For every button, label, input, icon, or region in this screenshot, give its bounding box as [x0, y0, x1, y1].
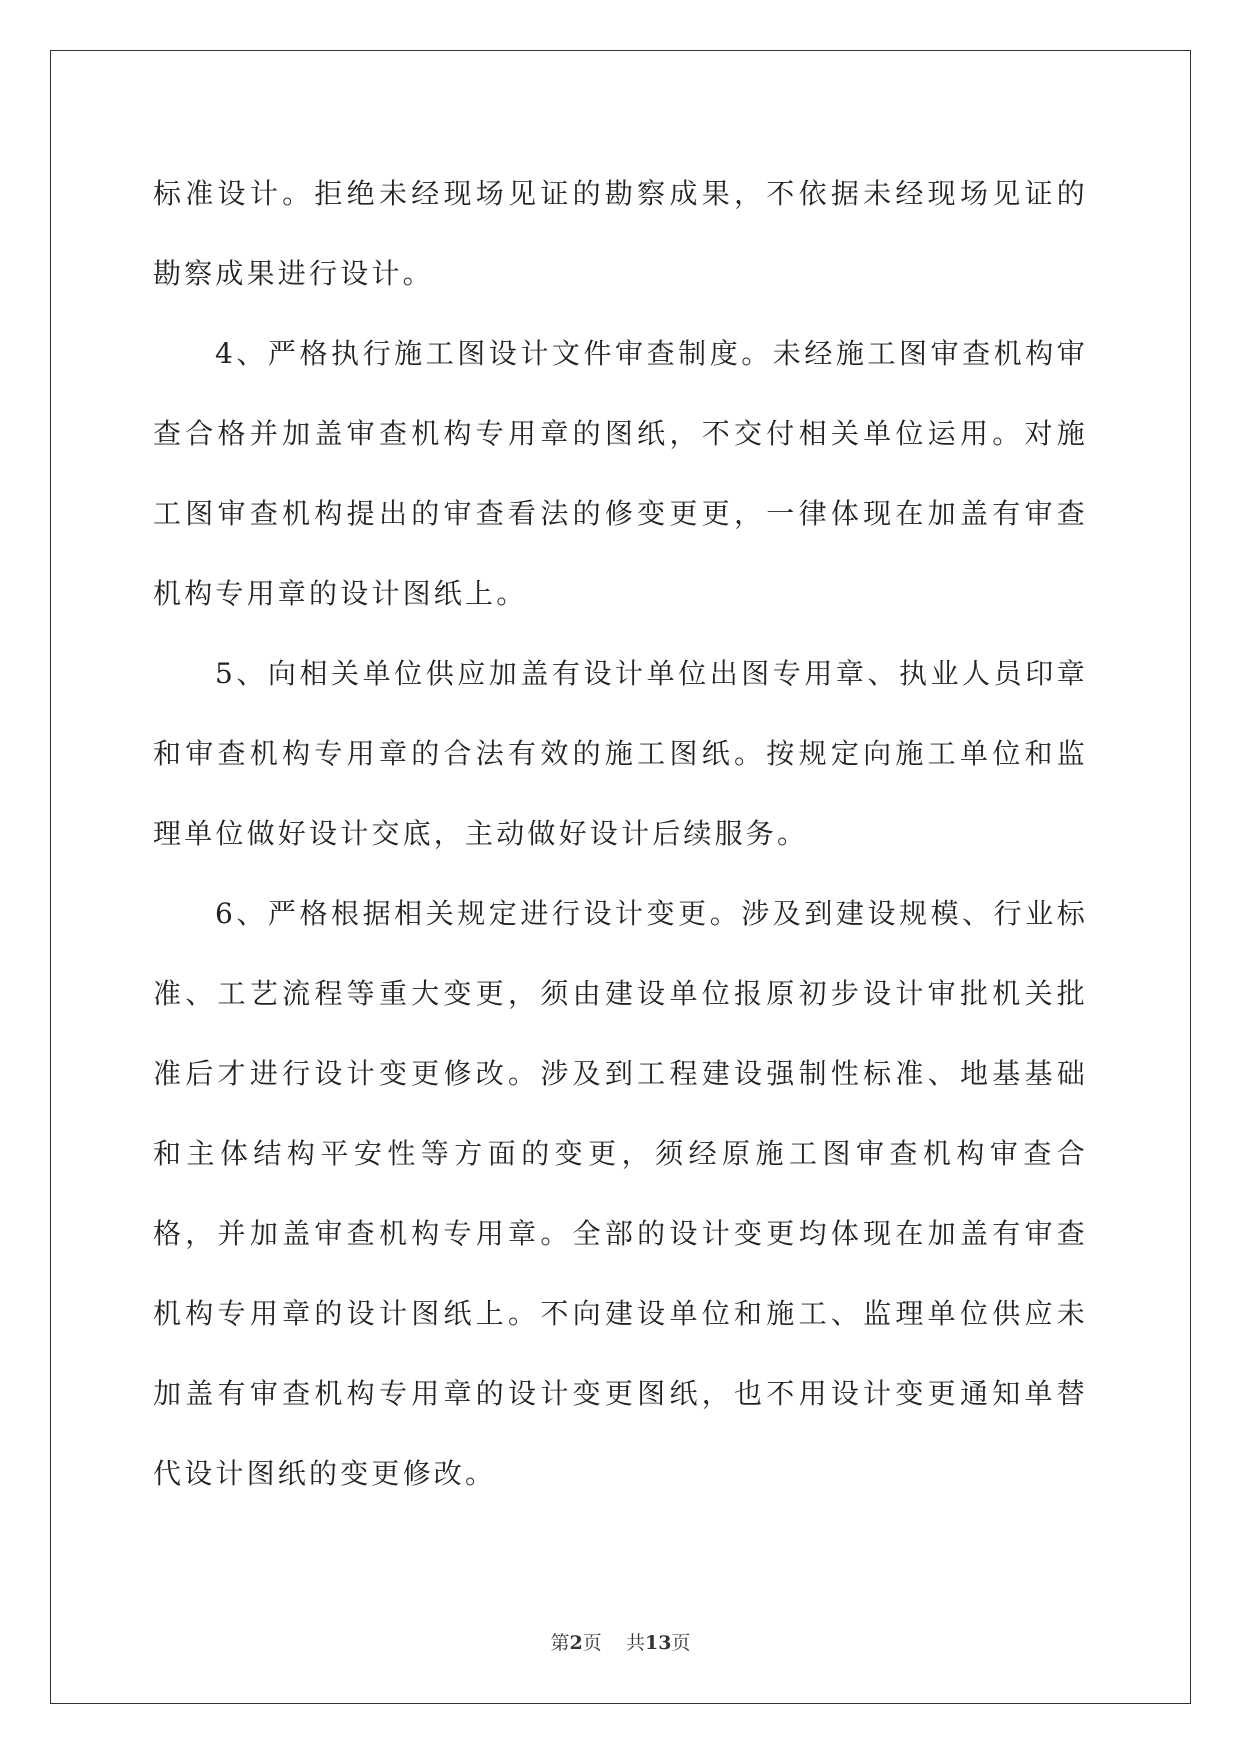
- page-footer: [0, 1628, 1241, 1655]
- footer-page-prefix: 第: [550, 1632, 570, 1654]
- footer-total-number: 13: [644, 1632, 672, 1654]
- footer-total-prefix: 共: [625, 1632, 645, 1654]
- paragraph-item-5: 5、向相关单位供应加盖有设计单位出图专用章、执业人员印章和审查机构专用章的合法有效的施工图纸。按规定向施工单位和监理单位做好设计交底，主动做好设计后续服务。: [153, 657, 1088, 850]
- document-body: [153, 154, 1088, 1514]
- paragraph-item-6: 6、严格根据相关规定进行设计变更。涉及到建设规模、行业标准、工艺流程等重大变更，须由建设单位报原初步设计审批机关批准后才进行设计变更修改。涉及到工程建设强制性标准、地基基础和主体结构平安性等方面的变更，须经原施工图审查机构审查合格，并加盖审查机构专用章。全部的设计变更均体现在加盖有审查机构专用章的设计图纸上。不向建设单位和施工、监理单位供应未加盖有审查机构专用章的设计变更图纸，也不用设计变更通知单替代设计图纸的变更修改。: [153, 897, 1088, 1490]
- footer-total-suffix: 页: [671, 1632, 691, 1654]
- footer-page-suffix: 页: [582, 1632, 602, 1654]
- footer-page-number: 2: [569, 1632, 583, 1654]
- paragraph-continued: 标准设计。拒绝未经现场见证的勘察成果，不依据未经现场见证的勘察成果进行设计。: [153, 177, 1088, 290]
- paragraph-item-4: 4、严格执行施工图设计文件审查制度。未经施工图审查机构审查合格并加盖审查机构专用章的图纸，不交付相关单位运用。对施工图审查机构提出的审查看法的修变更更，一律体现在加盖有审查机构专用章的设计图纸上。: [153, 337, 1088, 610]
